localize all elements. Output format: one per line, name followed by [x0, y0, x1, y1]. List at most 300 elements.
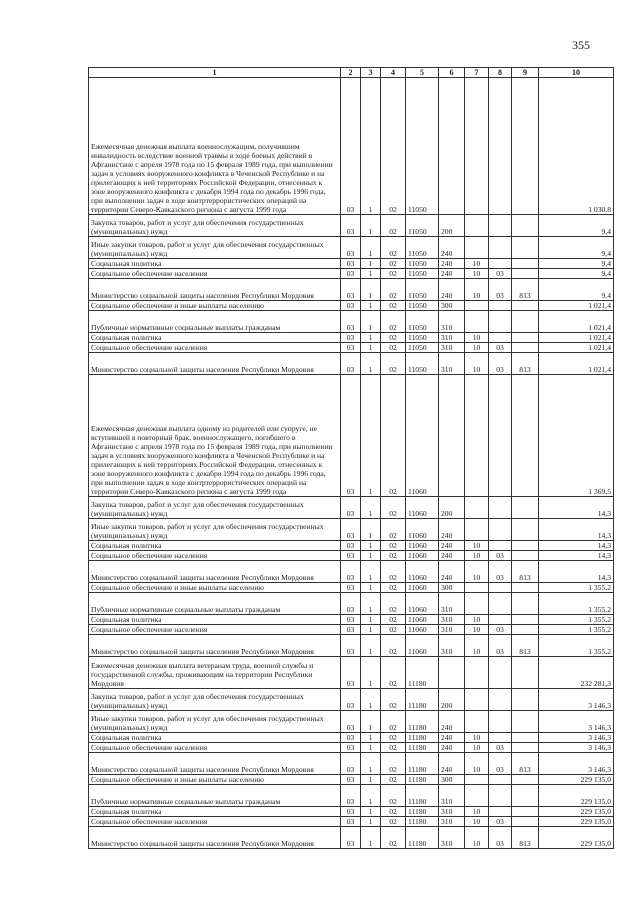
cell-code-3: 1 — [361, 689, 381, 711]
cell-amount: 1 369,5 — [539, 375, 614, 497]
cell-code-9 — [512, 259, 539, 269]
cell-code-6: 310 — [439, 625, 465, 635]
cell-code-4: 02 — [381, 711, 406, 733]
cell-code-6: 240 — [439, 711, 465, 733]
cell-code-8: 03 — [489, 753, 512, 775]
cell-code-7 — [465, 519, 489, 541]
cell-code-8: 03 — [489, 635, 512, 657]
cell-code-8: 03 — [489, 343, 512, 353]
cell-code-5: 11180 — [406, 807, 439, 817]
cell-code-8 — [489, 497, 512, 519]
table-row — [89, 541, 614, 551]
cell-code-4: 02 — [381, 497, 406, 519]
cell-code-5: 11060 — [406, 561, 439, 583]
cell-code-9 — [512, 807, 539, 817]
cell-code-2: 03 — [341, 343, 361, 353]
cell-code-9 — [512, 743, 539, 753]
cell-code-5: 11180 — [406, 689, 439, 711]
cell-code-7: 10 — [465, 743, 489, 753]
cell-code-5: 11060 — [406, 625, 439, 635]
cell-code-9 — [512, 775, 539, 785]
cell-code-5: 11060 — [406, 519, 439, 541]
cell-code-9 — [512, 711, 539, 733]
cell-code-3: 1 — [361, 657, 381, 689]
cell-code-7: 10 — [465, 733, 489, 743]
cell-code-9 — [512, 269, 539, 279]
column-header-8: 8 — [489, 68, 512, 78]
cell-code-8 — [489, 711, 512, 733]
row-description: Социальное обеспечение и иные выплаты населению — [89, 583, 341, 593]
table-row — [89, 519, 614, 541]
cell-amount: 14,3 — [539, 561, 614, 583]
cell-code-6: 310 — [439, 353, 465, 375]
cell-code-9 — [512, 541, 539, 551]
cell-code-7: 10 — [465, 817, 489, 827]
cell-code-7 — [465, 785, 489, 807]
row-description: Иные закупки товаров, работ и услуг для обеспечения государственных (муниципальных) нужд — [89, 711, 341, 733]
table-row — [89, 753, 614, 775]
row-description: Министерство социальной защиты населения Республики Мордовия — [89, 753, 341, 775]
cell-code-9 — [512, 215, 539, 237]
table-row — [89, 711, 614, 733]
cell-code-3: 1 — [361, 593, 381, 615]
cell-code-4: 02 — [381, 635, 406, 657]
cell-code-8: 03 — [489, 353, 512, 375]
row-description: Социальное обеспечение населения — [89, 743, 341, 753]
cell-code-7 — [465, 657, 489, 689]
cell-amount: 229 135,0 — [539, 775, 614, 785]
row-description: Закупка товаров, работ и услуг для обеспечения государственных (муниципальных) нужд — [89, 689, 341, 711]
cell-code-2: 03 — [341, 541, 361, 551]
cell-code-2: 03 — [341, 711, 361, 733]
cell-code-5: 11060 — [406, 541, 439, 551]
cell-amount: 1 030,8 — [539, 78, 614, 215]
row-description: Ежемесячная денежная выплата ветеранам труда, военной службы и государственной службы, проживающим на территории Республики Мордовия — [89, 657, 341, 689]
cell-amount: 1 021,4 — [539, 311, 614, 333]
cell-code-2: 03 — [341, 279, 361, 301]
cell-code-6: 240 — [439, 541, 465, 551]
cell-code-5: 11050 — [406, 343, 439, 353]
cell-amount: 1 021,4 — [539, 301, 614, 311]
cell-code-3: 1 — [361, 78, 381, 215]
cell-code-6 — [439, 657, 465, 689]
cell-code-3: 1 — [361, 775, 381, 785]
cell-code-2: 03 — [341, 775, 361, 785]
cell-code-9: 813 — [512, 279, 539, 301]
cell-code-8 — [489, 807, 512, 817]
cell-code-4: 02 — [381, 807, 406, 817]
cell-code-8 — [489, 519, 512, 541]
cell-code-9 — [512, 625, 539, 635]
row-description: Социальное обеспечение и иные выплаты населению — [89, 301, 341, 311]
cell-code-6 — [439, 375, 465, 497]
row-description: Социальное обеспечение населения — [89, 343, 341, 353]
cell-code-3: 1 — [361, 301, 381, 311]
cell-code-4: 02 — [381, 259, 406, 269]
cell-code-6: 240 — [439, 561, 465, 583]
cell-amount: 1 355,2 — [539, 635, 614, 657]
cell-code-2: 03 — [341, 78, 361, 215]
cell-code-4: 02 — [381, 519, 406, 541]
cell-code-9 — [512, 615, 539, 625]
cell-code-8: 03 — [489, 625, 512, 635]
row-description: Социальное обеспечение населения — [89, 551, 341, 561]
cell-code-5: 11180 — [406, 753, 439, 775]
cell-code-6: 310 — [439, 615, 465, 625]
table-row — [89, 333, 614, 343]
row-description: Ежемесячная денежная выплата военнослужащим, получившим инвалидность вследствие военной травмы в ходе боевых действий в Афганистане с апреля 1978 года по 15 февраля 1989 года, при выполнении задач в условиях вооруженного конфликта в Чеченской Республике и на прилегающих к ней территориях Российской Федерации, отнесенных к зоне вооруженного конфликта с декабря 1994 года по декабрь 1996 года, при выполнении задач в ходе контртеррористических операций на территории Северо-Кавказского региона с августа 1999 года — [89, 78, 341, 215]
cell-code-9 — [512, 311, 539, 333]
cell-code-8 — [489, 541, 512, 551]
cell-code-5: 11060 — [406, 375, 439, 497]
cell-amount: 3 146,3 — [539, 733, 614, 743]
cell-code-7 — [465, 583, 489, 593]
cell-amount: 9,4 — [539, 237, 614, 259]
cell-code-7: 10 — [465, 269, 489, 279]
cell-code-2: 03 — [341, 301, 361, 311]
cell-code-3: 1 — [361, 711, 381, 733]
cell-code-3: 1 — [361, 541, 381, 551]
cell-code-9: 813 — [512, 561, 539, 583]
cell-code-3: 1 — [361, 215, 381, 237]
table-row — [89, 551, 614, 561]
cell-code-2: 03 — [341, 733, 361, 743]
cell-code-9: 813 — [512, 827, 539, 849]
cell-code-4: 02 — [381, 301, 406, 311]
cell-amount: 1 021,4 — [539, 353, 614, 375]
cell-code-9 — [512, 785, 539, 807]
row-description: Социальное обеспечение населения — [89, 269, 341, 279]
cell-code-9: 813 — [512, 635, 539, 657]
cell-code-5: 11050 — [406, 353, 439, 375]
cell-code-2: 03 — [341, 817, 361, 827]
cell-code-6: 310 — [439, 593, 465, 615]
row-description: Социальная политика — [89, 615, 341, 625]
cell-code-4: 02 — [381, 625, 406, 635]
cell-code-8 — [489, 689, 512, 711]
cell-code-6: 240 — [439, 551, 465, 561]
table-row — [89, 353, 614, 375]
cell-code-2: 03 — [341, 237, 361, 259]
cell-code-7: 10 — [465, 615, 489, 625]
cell-code-4: 02 — [381, 279, 406, 301]
cell-code-2: 03 — [341, 353, 361, 375]
cell-code-9 — [512, 301, 539, 311]
cell-code-5: 11060 — [406, 551, 439, 561]
cell-code-3: 1 — [361, 551, 381, 561]
cell-code-5: 11050 — [406, 311, 439, 333]
cell-code-4: 02 — [381, 333, 406, 343]
table-row — [89, 807, 614, 817]
cell-code-2: 03 — [341, 375, 361, 497]
cell-code-6: 240 — [439, 519, 465, 541]
row-description: Иные закупки товаров, работ и услуг для обеспечения государственных (муниципальных) нужд — [89, 519, 341, 541]
cell-code-4: 02 — [381, 353, 406, 375]
cell-code-9 — [512, 519, 539, 541]
cell-code-2: 03 — [341, 807, 361, 817]
row-description: Социальное обеспечение населения — [89, 625, 341, 635]
table-row — [89, 259, 614, 269]
cell-code-7 — [465, 497, 489, 519]
cell-amount: 9,4 — [539, 259, 614, 269]
cell-code-4: 02 — [381, 269, 406, 279]
cell-code-5: 11060 — [406, 593, 439, 615]
row-description: Социальная политика — [89, 259, 341, 269]
cell-code-6: 240 — [439, 753, 465, 775]
table-row — [89, 237, 614, 259]
cell-code-8 — [489, 593, 512, 615]
column-header-6: 6 — [439, 68, 465, 78]
table-row — [89, 343, 614, 353]
row-description: Социальная политика — [89, 733, 341, 743]
cell-code-5: 11060 — [406, 635, 439, 657]
cell-amount: 229 135,0 — [539, 807, 614, 817]
cell-code-5: 11060 — [406, 497, 439, 519]
cell-code-7: 10 — [465, 353, 489, 375]
cell-code-3: 1 — [361, 625, 381, 635]
cell-code-9 — [512, 733, 539, 743]
cell-code-4: 02 — [381, 827, 406, 849]
cell-amount: 1 021,4 — [539, 333, 614, 343]
cell-code-4: 02 — [381, 215, 406, 237]
cell-code-8 — [489, 615, 512, 625]
cell-code-5: 11180 — [406, 733, 439, 743]
row-description: Иные закупки товаров, работ и услуг для обеспечения государственных (муниципальных) нужд — [89, 237, 341, 259]
cell-amount: 1 355,2 — [539, 615, 614, 625]
page-number: 355 — [572, 38, 590, 52]
cell-code-7: 10 — [465, 807, 489, 817]
cell-code-2: 03 — [341, 593, 361, 615]
cell-code-8 — [489, 657, 512, 689]
cell-code-6: 300 — [439, 583, 465, 593]
cell-code-5: 11180 — [406, 657, 439, 689]
cell-amount: 3 146,3 — [539, 753, 614, 775]
table-row — [89, 311, 614, 333]
cell-code-7 — [465, 775, 489, 785]
cell-code-8 — [489, 775, 512, 785]
cell-code-4: 02 — [381, 733, 406, 743]
cell-code-7: 10 — [465, 333, 489, 343]
cell-code-3: 1 — [361, 269, 381, 279]
cell-amount: 229 135,0 — [539, 827, 614, 849]
table-row — [89, 561, 614, 583]
cell-code-4: 02 — [381, 689, 406, 711]
cell-code-4: 02 — [381, 561, 406, 583]
cell-code-7: 10 — [465, 625, 489, 635]
row-description: Министерство социальной защиты населения Республики Мордовия — [89, 353, 341, 375]
cell-code-2: 03 — [341, 785, 361, 807]
cell-code-7: 10 — [465, 561, 489, 583]
cell-code-2: 03 — [341, 561, 361, 583]
table-row — [89, 827, 614, 849]
table-row — [89, 625, 614, 635]
cell-code-5: 11050 — [406, 269, 439, 279]
cell-code-7 — [465, 593, 489, 615]
cell-code-2: 03 — [341, 551, 361, 561]
cell-code-8 — [489, 301, 512, 311]
cell-code-8: 03 — [489, 827, 512, 849]
cell-code-4: 02 — [381, 78, 406, 215]
cell-code-6: 310 — [439, 635, 465, 657]
cell-amount: 9,4 — [539, 279, 614, 301]
cell-code-9 — [512, 375, 539, 497]
cell-amount: 14,3 — [539, 519, 614, 541]
cell-code-3: 1 — [361, 785, 381, 807]
table-row — [89, 375, 614, 497]
cell-amount: 9,4 — [539, 215, 614, 237]
cell-code-5: 11050 — [406, 215, 439, 237]
cell-code-6: 200 — [439, 497, 465, 519]
row-description: Ежемесячная денежная выплата одному из родителей или супруге, не вступившей в повторный брак, военнослужащего, погибшего в Афганистане с апреля 1978 года по 15 февраля 1989 года, при выполнении задач в условиях вооруженного конфликта в Чеченской Республике и на прилегающих к ней территориях Российской Федерации, отнесенных к зоне вооруженного конфликта с декабря 1994 года по декабрь 1996 года, при выполнении задач в ходе контртеррористических операций на территории Северо-Кавказского региона с августа 1999 года — [89, 375, 341, 497]
cell-code-4: 02 — [381, 593, 406, 615]
table-row — [89, 593, 614, 615]
cell-code-5: 11050 — [406, 78, 439, 215]
cell-code-2: 03 — [341, 519, 361, 541]
cell-code-2: 03 — [341, 689, 361, 711]
cell-code-6 — [439, 78, 465, 215]
cell-code-9 — [512, 817, 539, 827]
cell-code-2: 03 — [341, 259, 361, 269]
cell-code-2: 03 — [341, 333, 361, 343]
cell-code-4: 02 — [381, 785, 406, 807]
cell-code-9 — [512, 583, 539, 593]
column-header-10: 10 — [539, 68, 614, 78]
cell-code-7 — [465, 78, 489, 215]
cell-amount: 3 146,3 — [539, 743, 614, 753]
cell-code-2: 03 — [341, 657, 361, 689]
cell-code-6: 310 — [439, 311, 465, 333]
cell-code-3: 1 — [361, 807, 381, 817]
cell-code-6: 240 — [439, 259, 465, 269]
cell-code-3: 1 — [361, 279, 381, 301]
row-description: Социальное обеспечение населения — [89, 817, 341, 827]
cell-code-8 — [489, 311, 512, 333]
cell-code-6: 300 — [439, 775, 465, 785]
cell-code-7 — [465, 711, 489, 733]
table-row — [89, 657, 614, 689]
cell-code-7: 10 — [465, 541, 489, 551]
cell-code-8 — [489, 259, 512, 269]
column-header-2: 2 — [341, 68, 361, 78]
cell-code-9: 813 — [512, 353, 539, 375]
cell-code-3: 1 — [361, 561, 381, 583]
row-description: Министерство социальной защиты населения Республики Мордовия — [89, 635, 341, 657]
table-row — [89, 733, 614, 743]
cell-code-5: 11180 — [406, 827, 439, 849]
cell-code-3: 1 — [361, 583, 381, 593]
cell-amount: 1 021,4 — [539, 343, 614, 353]
row-description: Закупка товаров, работ и услуг для обеспечения государственных (муниципальных) нужд — [89, 215, 341, 237]
cell-code-3: 1 — [361, 311, 381, 333]
cell-code-4: 02 — [381, 237, 406, 259]
cell-code-3: 1 — [361, 519, 381, 541]
cell-code-3: 1 — [361, 353, 381, 375]
cell-code-4: 02 — [381, 775, 406, 785]
cell-code-7 — [465, 311, 489, 333]
cell-code-4: 02 — [381, 541, 406, 551]
cell-code-3: 1 — [361, 753, 381, 775]
cell-code-3: 1 — [361, 259, 381, 269]
cell-code-8: 03 — [489, 743, 512, 753]
cell-code-3: 1 — [361, 343, 381, 353]
cell-code-8: 03 — [489, 269, 512, 279]
cell-code-7: 10 — [465, 827, 489, 849]
cell-code-7: 10 — [465, 343, 489, 353]
cell-code-8 — [489, 583, 512, 593]
cell-code-6: 310 — [439, 333, 465, 343]
cell-amount: 3 146,3 — [539, 711, 614, 733]
cell-code-3: 1 — [361, 333, 381, 343]
cell-code-3: 1 — [361, 743, 381, 753]
cell-code-2: 03 — [341, 215, 361, 237]
cell-amount: 14,3 — [539, 497, 614, 519]
cell-code-9 — [512, 78, 539, 215]
cell-code-6: 310 — [439, 817, 465, 827]
cell-code-9 — [512, 593, 539, 615]
cell-amount: 9,4 — [539, 269, 614, 279]
table-body — [89, 78, 614, 849]
cell-code-6: 200 — [439, 689, 465, 711]
cell-code-9 — [512, 657, 539, 689]
row-description: Министерство социальной защиты населения Республики Мордовия — [89, 827, 341, 849]
row-description: Социальная политика — [89, 541, 341, 551]
cell-code-6: 300 — [439, 301, 465, 311]
cell-amount: 3 146,3 — [539, 689, 614, 711]
cell-code-4: 02 — [381, 657, 406, 689]
cell-code-5: 11050 — [406, 279, 439, 301]
row-description: Социальная политика — [89, 807, 341, 817]
cell-amount: 1 355,2 — [539, 625, 614, 635]
cell-code-4: 02 — [381, 311, 406, 333]
column-header-3: 3 — [361, 68, 381, 78]
table-row — [89, 301, 614, 311]
cell-amount: 1 355,2 — [539, 593, 614, 615]
cell-code-8 — [489, 215, 512, 237]
cell-code-4: 02 — [381, 615, 406, 625]
cell-code-3: 1 — [361, 237, 381, 259]
cell-code-8 — [489, 733, 512, 743]
column-header-4: 4 — [381, 68, 406, 78]
cell-code-8 — [489, 237, 512, 259]
table-row — [89, 583, 614, 593]
cell-amount: 1 355,2 — [539, 583, 614, 593]
cell-code-7: 10 — [465, 279, 489, 301]
cell-code-6: 240 — [439, 237, 465, 259]
cell-amount: 14,3 — [539, 541, 614, 551]
cell-code-8 — [489, 333, 512, 343]
cell-code-8: 03 — [489, 551, 512, 561]
column-header-9: 9 — [512, 68, 539, 78]
cell-code-8 — [489, 78, 512, 215]
cell-code-6: 240 — [439, 743, 465, 753]
cell-code-8: 03 — [489, 817, 512, 827]
row-description: Министерство социальной защиты населения Республики Мордовия — [89, 561, 341, 583]
cell-code-3: 1 — [361, 497, 381, 519]
table-row — [89, 743, 614, 753]
cell-amount: 232 281,3 — [539, 657, 614, 689]
cell-code-3: 1 — [361, 635, 381, 657]
cell-code-7: 10 — [465, 753, 489, 775]
budget-table — [88, 67, 614, 849]
cell-code-6: 310 — [439, 807, 465, 817]
cell-code-5: 11180 — [406, 785, 439, 807]
column-header-7: 7 — [465, 68, 489, 78]
table-row — [89, 279, 614, 301]
cell-code-9 — [512, 551, 539, 561]
cell-code-5: 11050 — [406, 237, 439, 259]
cell-code-5: 11180 — [406, 743, 439, 753]
column-header-5: 5 — [406, 68, 439, 78]
